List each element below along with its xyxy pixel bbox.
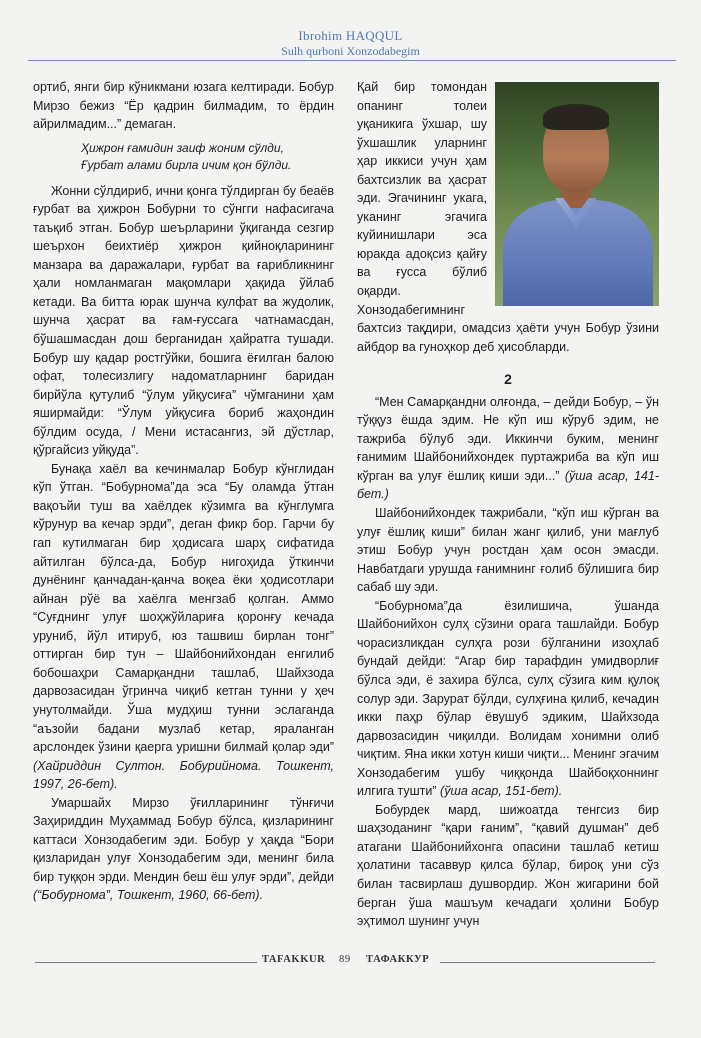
paragraph-text: Бунақа хаёл ва кечинмалар Бобур кўнглидан кўп ўтган. “Бобурнома”да эса “Бу оламда ўтган вақоъйи туш ва хаёлдек кўзимга ва кўнглумга кўрунур ва кечар эрди”, деган фикр бор. Гарчи бу гап кутилмаган бир ҳодисага шарҳ сифатида айтилган бўлса-да, Бобур нигоҳида ўткинчи дунёнинг қанчадан-қанча воқеа ёки ҳодисотлари айнан рўё ва хаёлга менгзаб қолган. Аммо “Суғднинг улуғ шоҳжўйлариға қоронғу кечада уруниб, йўл итируб, юз ташвиш бирлан тонг” оттирган бир тун – Шайбонийхондан енгилиб бобошаҳри Самарқандни ташлаб, Шайхзода дарвозасидан ўгринча чиқиб кетган тунни у ҳеч унутолмайди. Ўша мудҳиш тунни эслаганда “аъзойи бадани музлаб кетар, яраланган арслондек ўзини қаерга уришни билмай қолар эди”	[33, 461, 334, 755]
paragraph	[33, 460, 334, 794]
citation: (ўша асар, 151-бет).	[440, 784, 563, 799]
header-subtitle: Sulh qurboni Xonzodabegim	[281, 44, 420, 58]
paragraph: Қай бир томондан опанинг толеи уқаникига ўхшар, шу ўхшашлик уларнинг ҳар иккиси учун ҳам бахтсизлик ва ҳасрат эди. Эгачининг укага, уканинг эгачига куйинишлари эса юракда адоқсиз қайғу ва ғусса бўлиб оқарди. Хонзодабегимнинг бахтсиз тақдири, омадсиз ҳаёти учун Бобур ўзини айбдор ва гуноҳкор деб ҳисобларди.	[357, 80, 659, 354]
footer-label-cyrillic: ТАФАККУР	[366, 954, 430, 965]
footer-rule	[35, 962, 257, 963]
page-footer	[0, 954, 701, 970]
paragraph: ортиб, янги бир кўникмани юзага келтиради. Бобур Мирзо бежиз “Ёр қадрин билмадим, то ёрдин айрилмадим...” демаган.	[33, 80, 334, 132]
citation: (Хайриддин Султон. Бобурийнома. Тошкент, 1997, 26-бет).	[33, 758, 334, 792]
paragraph-text: “Бобурнома”да ёзилишича, ўшанда Шайбонийхон сулҳ сўзини орага ташлайди. Бобур чорасизликдан сулҳга рози бўлганини изоҳлаб бундай дейди: “Агар бир тарафдин умидворлиғ бўлса эди, ё захира бўлса, сулҳ сўзига ким қулоқ солур эди. Зарурат бўлди, сулҳғина қилиб, кечадин икки паҳр бўлар ёвушуб эдиким, Шайхзода дарвозасидин чиқилди. Волидам хонимни олиб чиқтим. Яна икки хотун киши чиқти... Менинг эгачим Хонзодабегим ушбу чиққонда Шайбоқхоннинг илгига тушти”	[357, 598, 659, 799]
citation: (“Бобурнома”, Тошкент, 1960, 66-бет).	[33, 888, 264, 903]
paragraph: Шайбонийхондек тажрибали, “кўп иш кўрган ва улуғ ёшлиқ киши” билан жанг қилиб, уни мағлуб этиш Бобур учун ростдан ҳам осон эмасди. Навбатдаги урушда ғанимнинг ғолиб бўлишига бир сабаб шу эди.	[357, 506, 659, 595]
paragraph-text: “Мен Самарқандни олғонда, – дейди Бобур, – ўн тўққуз ёшда эдим. Не кўп иш кўруб эдим, не тажриба бўлуб эди. Иккинчи буким, менинг ғанимим Шайбонийхондек пуртажриба ва кўп иш кўрган ва улуғ ёшлиқ киши эди...”	[357, 394, 659, 483]
section-number: 2	[504, 371, 512, 388]
verse-line: Ғурбат алами бирла ичим қон бўлди.	[81, 157, 292, 172]
left-column	[33, 78, 334, 905]
paragraph	[357, 393, 659, 504]
footer-rule	[440, 962, 655, 963]
paragraph-text: Умаршайх Мирзо ўғилларининг тўнғичи Заҳириддин Муҳаммад Бобур бўлса, қизларининг каттаси Хонзодабегим эди. Бобур у ҳақда “Бори қизларидан улуғ Хонзодабегим эди, менинг била бир туққон эрди. Мендин беш ёш улуғ эрди”, дейди	[33, 795, 334, 884]
running-header	[0, 28, 701, 58]
paragraph: Бобурдек мард, шижоатда тенгсиз бир шаҳзоданинг “қари ғаним”, “қавий душман” деб атагани Шайбонийхонга опасини ташлаб кетиш ҳолатини тасаввур қилса бўлар, бироқ уни сўз билан тасвирлаш душвордир. Жон жигарини бой берган ўша машъум кечадаги ҳолини Бобур эҳтимол шунинг учун	[357, 802, 659, 929]
paragraph: Жонни сўлдириб, ични қонга тўлдирган бу беаёв ғурбат ва ҳижрон Бобурни то сўнгги нафасигача таъқиб этган. Бобур шеърларини ўқиганда сезгир шеърхон беихтиёр ҳижрон қийноқларининг манзара ва даражалари, ғурбат ва ғарибликнинг ҳали номланмаган мақомлари ҳақида ўйлаб кетади. Ва битта юрак шунча кулфат ва жудолик, шунча ҳасрат ва ғам-ғуссага чатнамасдан, бўшашмасдан дош берганидан ҳайратга тушади. Бобур шу қадар ростгўйки, бошига ёғилган балою офат, толесизлигу надоматларнинг баридан бирйўла қутулиб “ўлум уйқусиға” чўмганини ҳам яширмайди: “Ўлум уйқусиға бориб жаҳондин бўлдим осуда, / Мени истасангиз, эй дўстлар, қўргайсиз уйқуда”.	[33, 183, 334, 458]
right-column	[357, 78, 659, 931]
header-author: Ibrohim HAQQUL	[298, 28, 403, 43]
paragraph	[357, 597, 659, 801]
page-number: 89	[339, 954, 351, 965]
citation: (ўша асар, 141-бет.)	[357, 468, 659, 502]
header-rule	[28, 60, 676, 61]
verse	[33, 140, 334, 174]
footer-label-latin: TAFAKKUR	[262, 954, 326, 965]
author-photo	[495, 82, 659, 306]
verse-line: Ҳижрон ғамидин заиф жоним сўлди,	[81, 140, 284, 155]
paragraph	[33, 794, 334, 905]
